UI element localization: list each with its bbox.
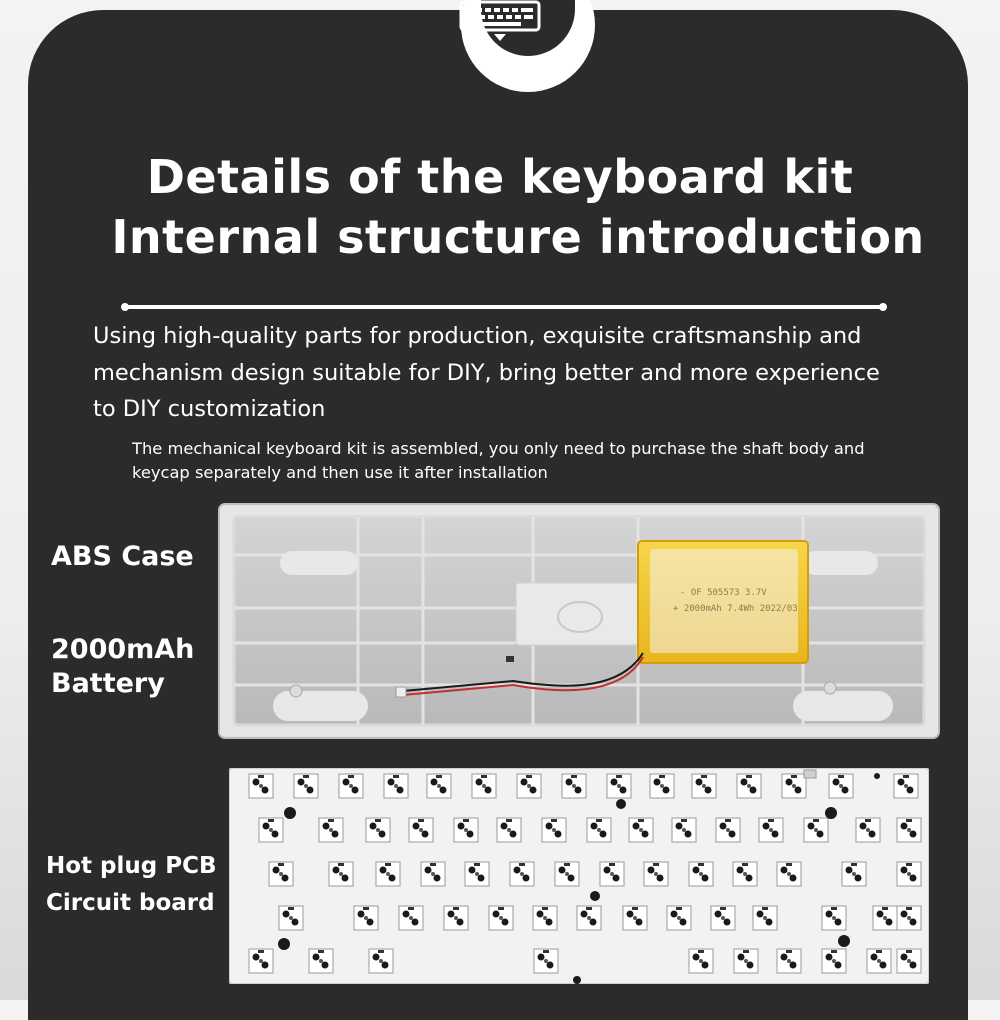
switch-socket (650, 774, 674, 798)
switch-socket (366, 818, 390, 842)
note-paragraph: The mechanical keyboard kit is assembled, you only need to purchase the shaft body and keycap separately and then use it after installation (132, 439, 865, 482)
switch-socket (734, 949, 758, 973)
switch-socket (822, 906, 846, 930)
switch-socket (777, 949, 801, 973)
switch-socket (517, 774, 541, 798)
keyboard-icon (457, 0, 543, 44)
switch-socket (842, 862, 866, 886)
switch-socket (329, 862, 353, 886)
battery-print-line1: - OF 505573 3.7V (680, 588, 767, 598)
switch-socket (399, 906, 423, 930)
switch-socket (427, 774, 451, 798)
switch-socket (409, 818, 433, 842)
switch-socket (867, 949, 891, 973)
switch-socket (384, 774, 408, 798)
switch-socket (672, 818, 696, 842)
switch-socket (689, 949, 713, 973)
switch-socket (279, 906, 303, 930)
switch-socket (623, 906, 647, 930)
switch-socket (534, 949, 558, 973)
switch-socket (804, 818, 828, 842)
switch-socket (309, 949, 333, 973)
pcb-board-image (229, 768, 929, 984)
switch-socket (259, 818, 283, 842)
switch-socket (489, 906, 513, 930)
switch-socket (737, 774, 761, 798)
divider (123, 305, 885, 309)
switch-socket (369, 949, 393, 973)
switch-socket (692, 774, 716, 798)
battery-print-line2: + 2000mAh 7.4Wh 2022/03 (673, 604, 798, 614)
switch-socket (822, 949, 846, 973)
switch-socket (711, 906, 735, 930)
switch-socket (629, 818, 653, 842)
abs-case-image (218, 503, 940, 739)
label-pcb: Hot plug PCB Circuit board (46, 853, 217, 916)
switch-socket (533, 906, 557, 930)
switch-socket (472, 774, 496, 798)
switch-socket (829, 774, 853, 798)
intro-paragraph: Using high-quality parts for production, exquisite craftsmanship and mechanism design suitable for DIY, bring better and more experience to DIY customization (93, 323, 880, 422)
switch-socket (294, 774, 318, 798)
switch-socket (497, 818, 521, 842)
switch-socket (894, 774, 918, 798)
switch-socket (542, 818, 566, 842)
switch-socket (454, 818, 478, 842)
switch-socket (873, 906, 897, 930)
switch-socket (555, 862, 579, 886)
switch-socket (376, 862, 400, 886)
switch-socket (897, 818, 921, 842)
switch-socket (897, 949, 921, 973)
switch-socket (562, 774, 586, 798)
switch-socket (897, 906, 921, 930)
switch-socket (753, 906, 777, 930)
switch-socket (733, 862, 757, 886)
page-title-line2: Internal structure introduction (111, 210, 925, 264)
switch-socket (716, 818, 740, 842)
switch-socket (354, 906, 378, 930)
switch-socket (607, 774, 631, 798)
switch-socket (759, 818, 783, 842)
label-battery: 2000mAh Battery (51, 634, 195, 699)
switch-socket (600, 862, 624, 886)
switch-socket (897, 862, 921, 886)
switch-socket (421, 862, 445, 886)
switch-socket (667, 906, 691, 930)
switch-socket (689, 862, 713, 886)
page-title-line1: Details of the keyboard kit (146, 150, 854, 204)
switch-socket (339, 774, 363, 798)
switch-socket (856, 818, 880, 842)
switch-socket (249, 774, 273, 798)
label-abs-case: ABS Case (51, 541, 194, 572)
switch-socket (510, 862, 534, 886)
switch-socket (644, 862, 668, 886)
switch-socket (782, 774, 806, 798)
switch-socket (249, 949, 273, 973)
switch-socket (444, 906, 468, 930)
switch-socket (777, 862, 801, 886)
switch-socket (577, 906, 601, 930)
switch-socket (269, 862, 293, 886)
switch-socket (319, 818, 343, 842)
switch-socket (587, 818, 611, 842)
switch-socket (465, 862, 489, 886)
